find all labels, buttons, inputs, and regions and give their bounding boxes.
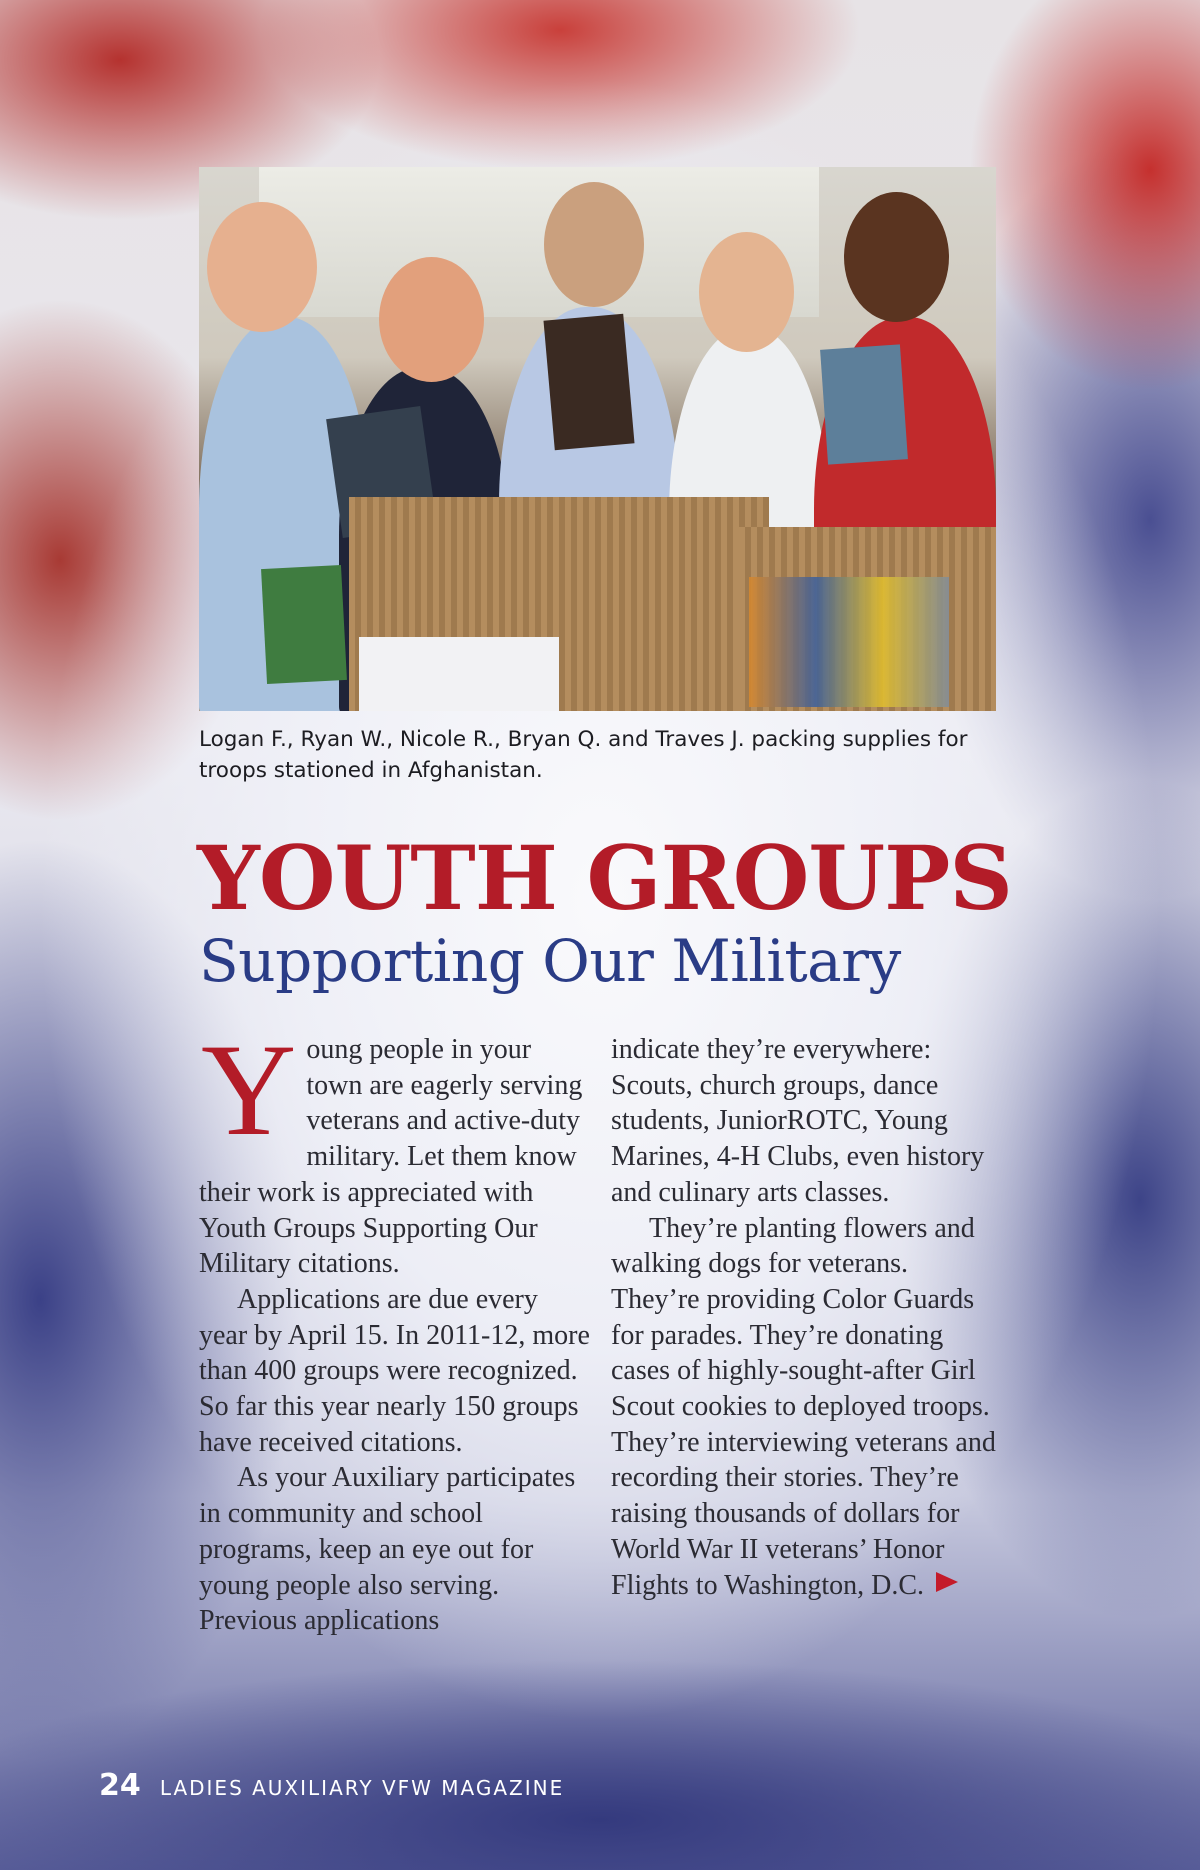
article-paragraph <box>199 1016 591 1282</box>
continue-arrow-icon <box>936 1572 958 1592</box>
child-1-head <box>207 202 317 332</box>
page-footer <box>99 1768 564 1803</box>
snack-supplies <box>749 577 949 707</box>
drop-cap: Y <box>201 1016 297 1163</box>
child-2-head <box>379 257 484 382</box>
article-text: They’re planting flowers and walking dogs for veterans. They’re providing Color Guards for parades. They’re donating cases of highly-sought-after Girl Scout cookies to deployed troops. They’re interviewing veterans and recording their stories. They’re raising thousands of dollars for World War II veterans’ Honor Flights to Washington, D.C. <box>611 1212 996 1601</box>
dvd-case <box>820 344 908 464</box>
child-3-head <box>544 182 644 307</box>
photo-caption: Logan F., Ryan W., Nicole R., Bryan Q. and Traves J. packing supplies for troops stationed in Afghanistan. <box>199 727 968 783</box>
article-column-left <box>199 1016 591 1639</box>
headline: YOUTH GROUPS <box>197 826 1012 930</box>
article-paragraph <box>611 1211 1003 1604</box>
subheadline: Supporting Our Military <box>199 927 901 995</box>
postal-box-label <box>359 637 559 711</box>
child-4-head <box>699 232 794 352</box>
child-5-head <box>844 192 949 322</box>
article-text: oung people in your town are eagerly serving veterans and active-duty military. Let them know their work is appreciated with Youth Groups Supporting Our Military citations. <box>199 1034 583 1280</box>
article-paragraph: indicate they’re everywhere: Scouts, church groups, dance students, JuniorROTC, Young Marines, 4-H Clubs, even history and culinary arts classes. <box>611 1034 985 1208</box>
article-photo <box>199 167 996 711</box>
article-paragraph: Applications are due every year by April 15. In 2011-12, more than 400 groups were recognized. So far this year nearly 150 groups have received citations. <box>199 1283 590 1458</box>
magazine-name: LADIES AUXILIARY VFW MAGAZINE <box>159 1776 565 1800</box>
dvd-case <box>543 314 634 450</box>
page-number: 24 <box>99 1768 141 1803</box>
dvd-case <box>261 565 347 684</box>
article-column-right <box>611 1032 1003 1603</box>
article-paragraph: As your Auxiliary participates in community and school programs, keep an eye out for young people also serving. Previous applications <box>199 1462 576 1637</box>
